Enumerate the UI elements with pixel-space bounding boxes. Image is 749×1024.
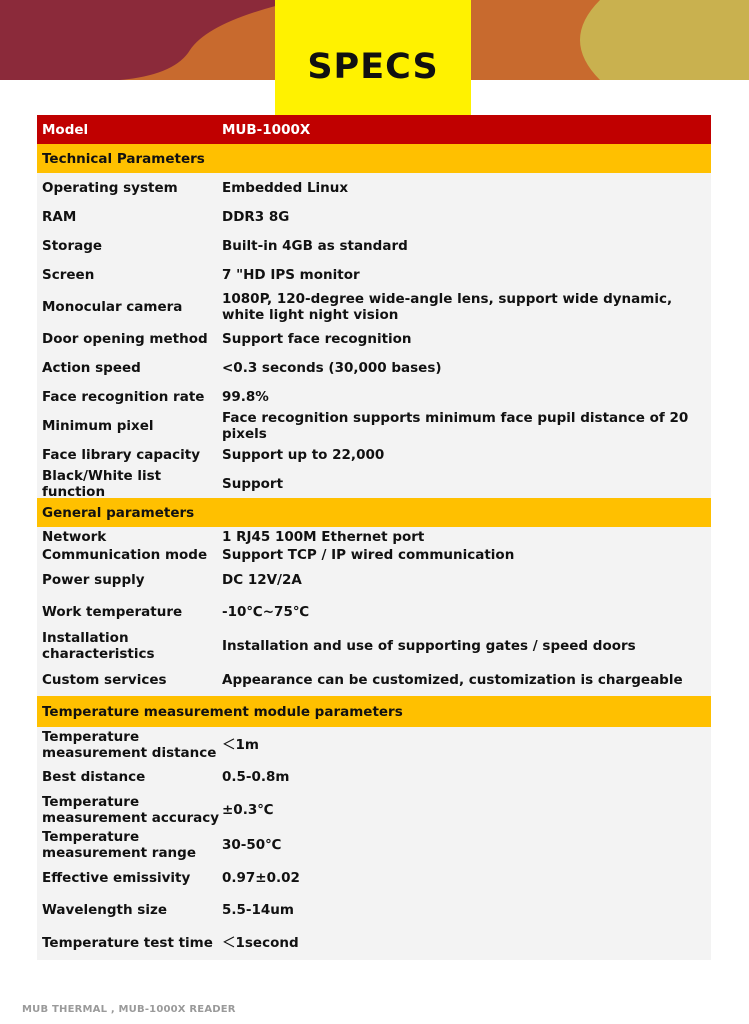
spec-row [37, 894, 711, 926]
spec-label: Temperature measurement accuracy [42, 793, 220, 826]
spec-value: 1080P, 120-degree wide-angle lens, support wide dynamic, white light night vision [222, 291, 673, 323]
spec-value: ＜1second [222, 935, 299, 951]
spec-label: Temperature test time [42, 935, 213, 951]
spec-value: 7 "HD IPS monitor [222, 266, 360, 283]
spec-row [37, 828, 711, 862]
spec-row [37, 173, 711, 202]
model-row [37, 115, 711, 144]
footer-text: MUB THERMAL , MUB-1000X READER [22, 1004, 236, 1015]
section-title: Technical Parameters [42, 150, 205, 167]
spec-value: Embedded Linux [222, 179, 349, 196]
spec-label: Operating system [42, 179, 178, 196]
spec-value: 0.5-0.8m [222, 769, 290, 785]
spec-row [37, 727, 711, 763]
section-header-general [37, 498, 711, 527]
spec-label: Action speed [42, 359, 141, 376]
spec-value: DDR3 8G [222, 208, 290, 225]
spec-label: Temperature measurement distance [42, 729, 217, 761]
spec-value: <0.3 seconds (30,000 bases) [222, 359, 442, 376]
spec-value: 0.97±0.02 [222, 870, 300, 886]
specs-table [37, 115, 711, 960]
spec-row [37, 596, 711, 628]
spec-label: Face recognition rate [42, 388, 205, 405]
spec-label: Best distance [42, 769, 146, 785]
spec-row [37, 202, 711, 231]
spec-label: Work temperature [42, 604, 183, 620]
model-label: Model [42, 121, 89, 138]
spec-label: Wavelength size [42, 902, 167, 918]
spec-row [37, 862, 711, 894]
spec-value: Support face recognition [222, 331, 412, 347]
spec-label: Face library capacity [42, 446, 201, 463]
spec-value: Support TCP / IP wired communication [222, 547, 515, 563]
section-header-technical [37, 144, 711, 173]
spec-value: DC 12V/2A [222, 572, 302, 588]
spec-row [37, 289, 711, 325]
specs-title-box [275, 0, 471, 115]
spec-value: Face recognition supports minimum face pupil distance of 20 pixels [222, 409, 689, 442]
spec-value: 1 RJ45 100M Ethernet port [222, 529, 425, 545]
spec-row [37, 763, 711, 791]
spec-value: Support up to 22,000 [222, 446, 385, 463]
spec-row [37, 231, 711, 260]
spec-label: RAM [42, 208, 77, 225]
spec-label: Installation characteristics [42, 630, 155, 662]
spec-value: Installation and use of supporting gates / speed doors [222, 638, 636, 654]
spec-row [37, 353, 711, 382]
page-title: SPECS [307, 46, 439, 87]
spec-label: Storage [42, 237, 103, 254]
spec-row [37, 628, 711, 664]
spec-value: -10℃~75℃ [222, 604, 310, 620]
spec-row [37, 664, 711, 696]
spec-label: Effective emissivity [42, 870, 191, 886]
spec-value: ＜1m [222, 737, 259, 753]
spec-label: Minimum pixel [42, 417, 154, 434]
spec-row [37, 260, 711, 289]
spec-label: Black/White list function [42, 467, 162, 500]
section-header-temperature [37, 696, 711, 727]
model-value: MUB-1000X [222, 121, 311, 138]
spec-label: Monocular camera [42, 299, 183, 315]
spec-value: 30-50℃ [222, 837, 282, 853]
spec-label: Network [42, 529, 107, 545]
spec-label: Door opening method [42, 331, 208, 347]
spec-value: Support [222, 475, 284, 492]
spec-row [37, 528, 711, 546]
spec-label: Temperature measurement range [42, 829, 196, 861]
spec-value: Appearance can be customized, customization is chargeable [222, 672, 683, 688]
spec-row [37, 926, 711, 960]
spec-row [37, 411, 711, 440]
section-title: Temperature measurement module parameters [42, 703, 403, 720]
spec-label: Communication mode [42, 547, 208, 563]
section-title: General parameters [42, 504, 195, 521]
spec-row [37, 791, 711, 828]
spec-value: ±0.3℃ [222, 801, 274, 818]
spec-value: 5.5-14um [222, 902, 294, 918]
spec-value: Built-in 4GB as standard [222, 237, 408, 254]
spec-row [37, 564, 711, 596]
spec-label: Screen [42, 266, 95, 283]
spec-row [37, 325, 711, 353]
spec-row [37, 382, 711, 411]
spec-value: 99.8% [222, 388, 269, 405]
spec-row [37, 440, 711, 469]
spec-label: Custom services [42, 672, 167, 688]
spec-row [37, 469, 711, 498]
spec-label: Power supply [42, 572, 145, 588]
spec-row [37, 546, 711, 564]
